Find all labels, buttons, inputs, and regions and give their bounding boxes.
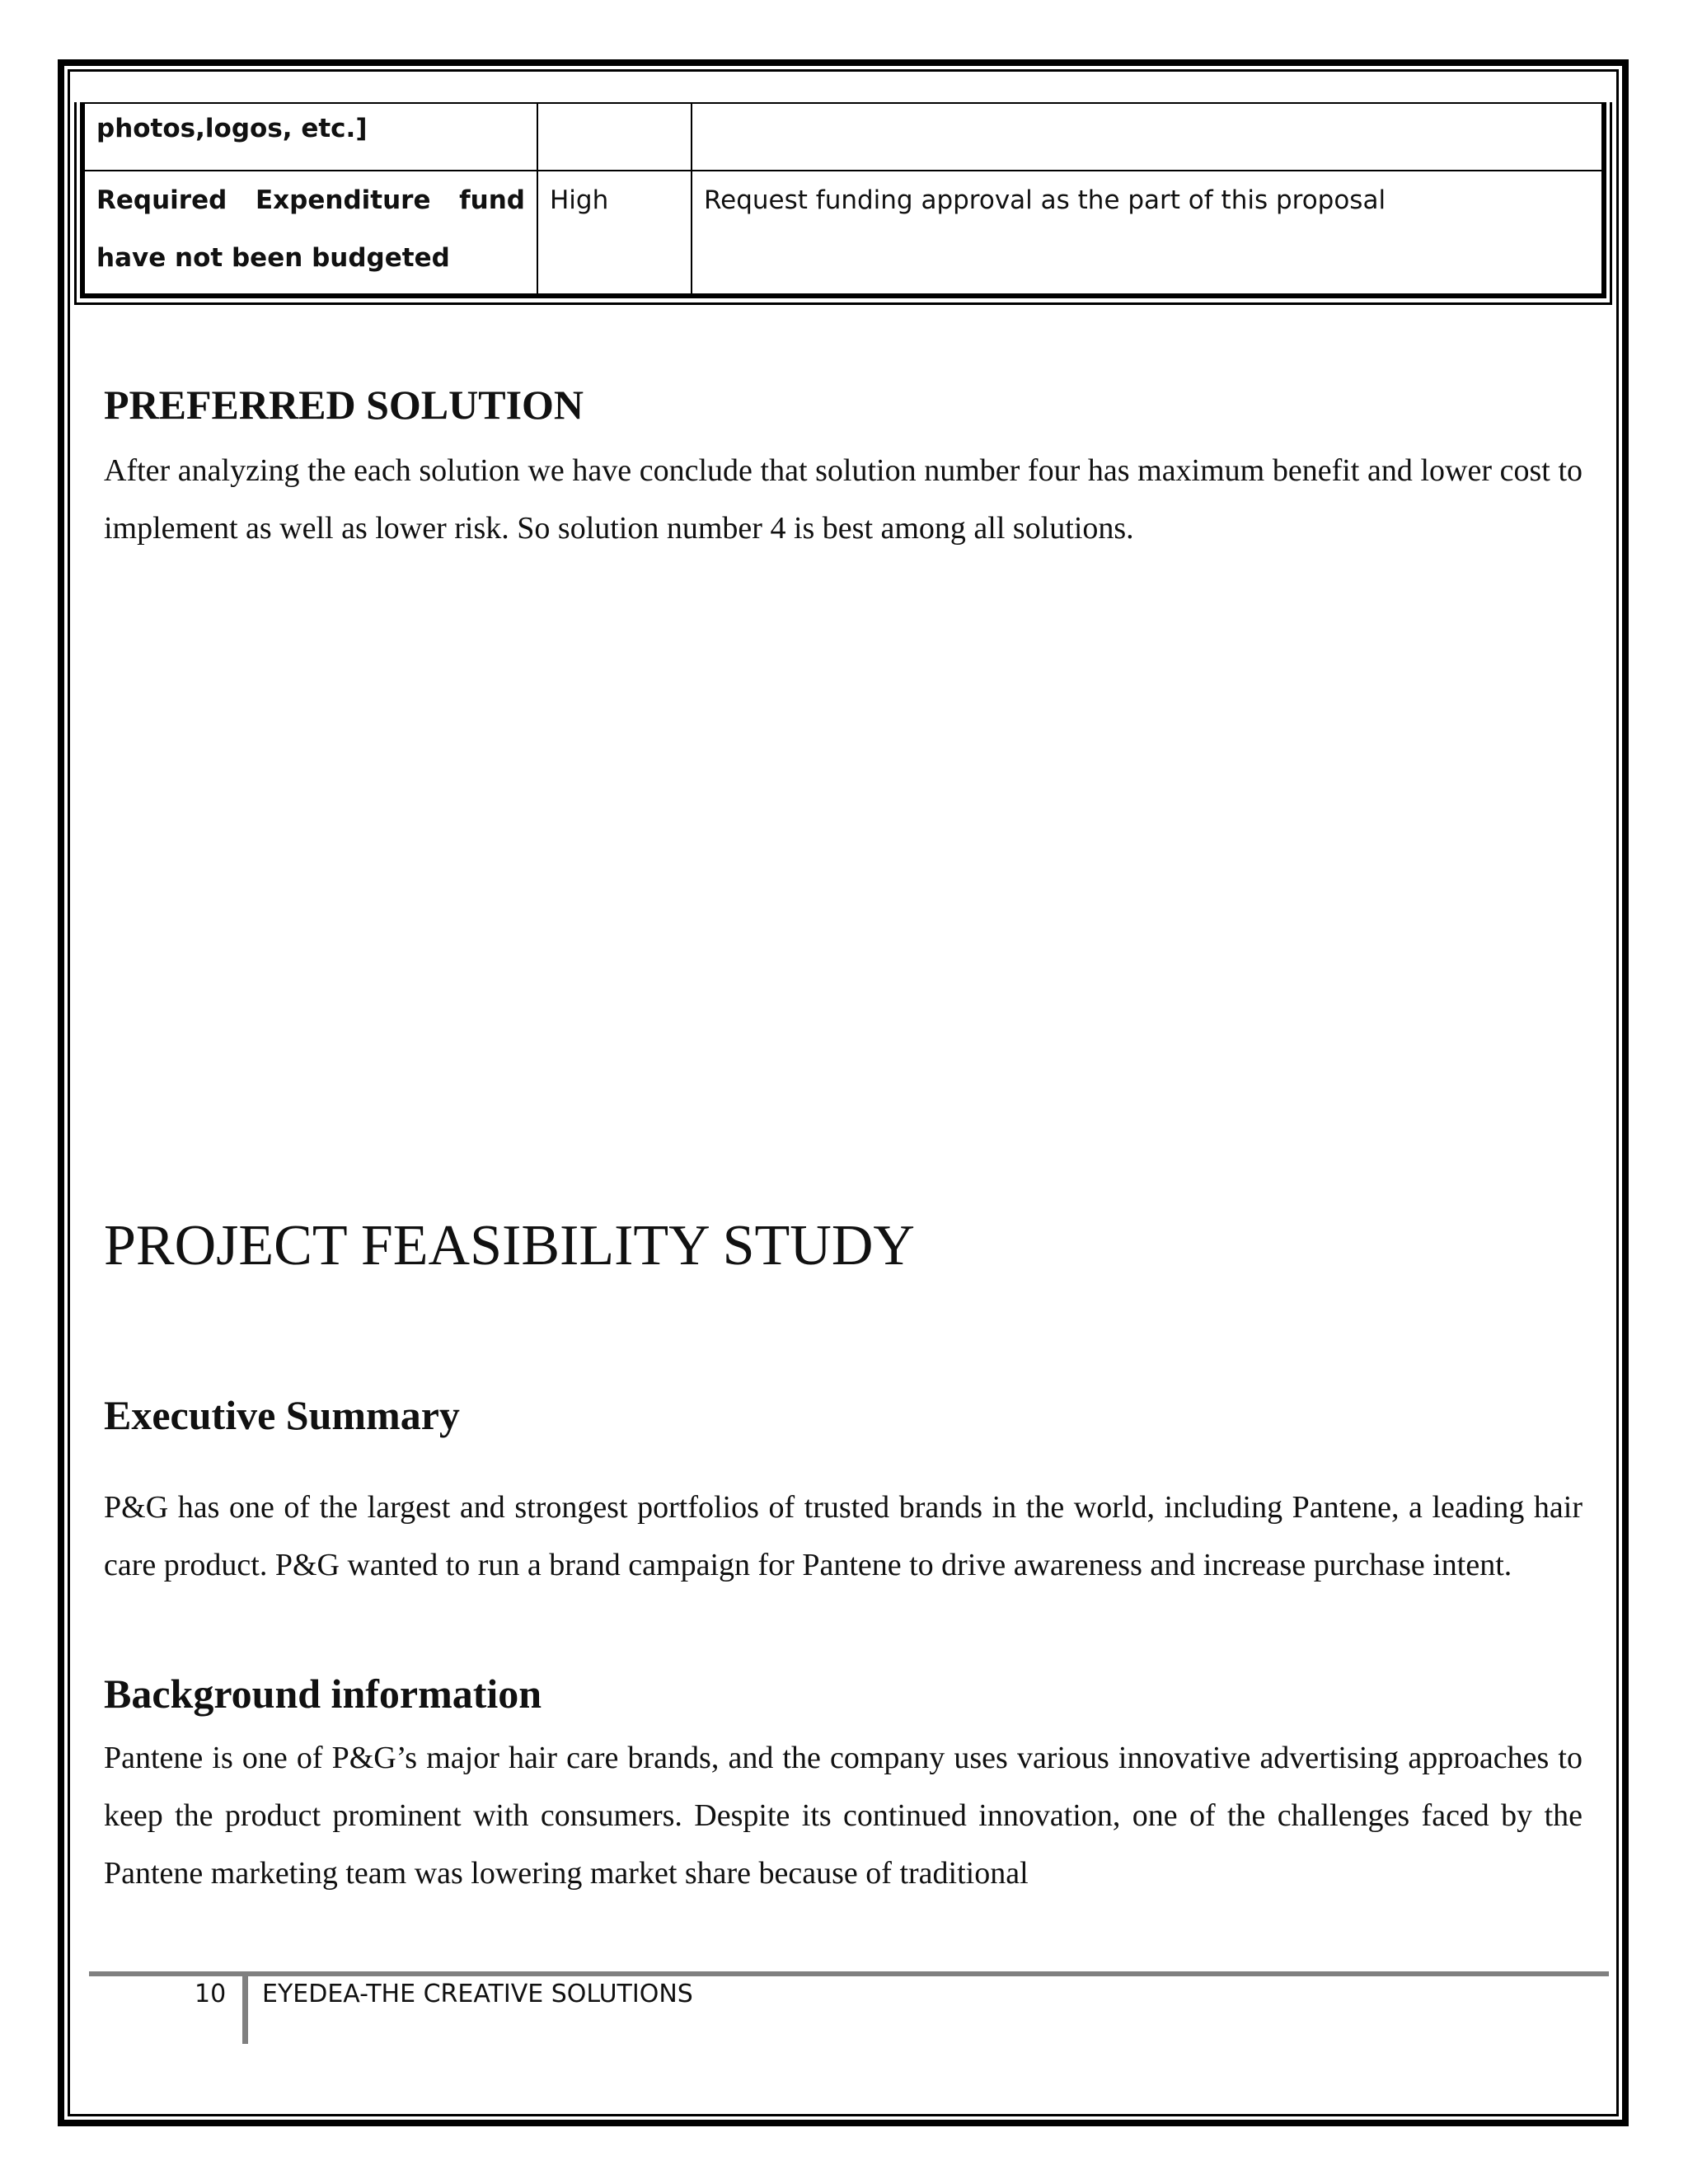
executive-summary-text: P&G has one of the largest and strongest portfolios of trusted brands in the world, including Pantene, a leading hair care product. P&G wanted to run a brand campaign for Pantene to drive awareness and increase purchase intent. (104, 1490, 1582, 1582)
footer-divider (242, 1976, 248, 2044)
action-cell (692, 103, 1604, 171)
background-text: Pantene is one of P&G’s major hair care brands, and the company uses various innovative advertising approaches to keep the product prominent with consumers. Despite its continued innovation, one of the challenges faced by the Pantene marketing team was lowering market share because of traditional (104, 1741, 1582, 1891)
preferred-solution-text: After analyzing the each solution we have conclude that solution number four has maximum benefit and lower cost to implement as well as lower risk. So solution number 4 is best among all solutions. (104, 453, 1582, 546)
footer-page-number: 10 (195, 1980, 227, 2008)
risk-table (80, 102, 1606, 298)
executive-summary-section (104, 1391, 1582, 1594)
preferred-solution-heading: PREFERRED SOLUTION (104, 382, 584, 428)
feasibility-title: PROJECT FEASIBILITY STUDY (104, 1214, 915, 1277)
risk-cell: Required Expenditure fund have not been budgeted (82, 171, 537, 296)
table-row (82, 171, 1604, 296)
footer-title: EYEDEA-THE CREATIVE SOLUTIONS (262, 1980, 693, 2008)
action-cell: Request funding approval as the part of this proposal (692, 171, 1604, 296)
table-row (82, 103, 1604, 171)
rating-cell: High (537, 171, 692, 296)
rating-cell (537, 103, 692, 171)
preferred-solution-section (104, 381, 1582, 557)
footer-rule (89, 1971, 1609, 1976)
executive-summary-heading: Executive Summary (104, 1392, 460, 1438)
feasibility-section (104, 1213, 1582, 1279)
background-section (104, 1670, 1582, 1902)
background-heading: Background information (104, 1671, 542, 1717)
risk-cell: photos,logos, etc.] (82, 103, 537, 171)
